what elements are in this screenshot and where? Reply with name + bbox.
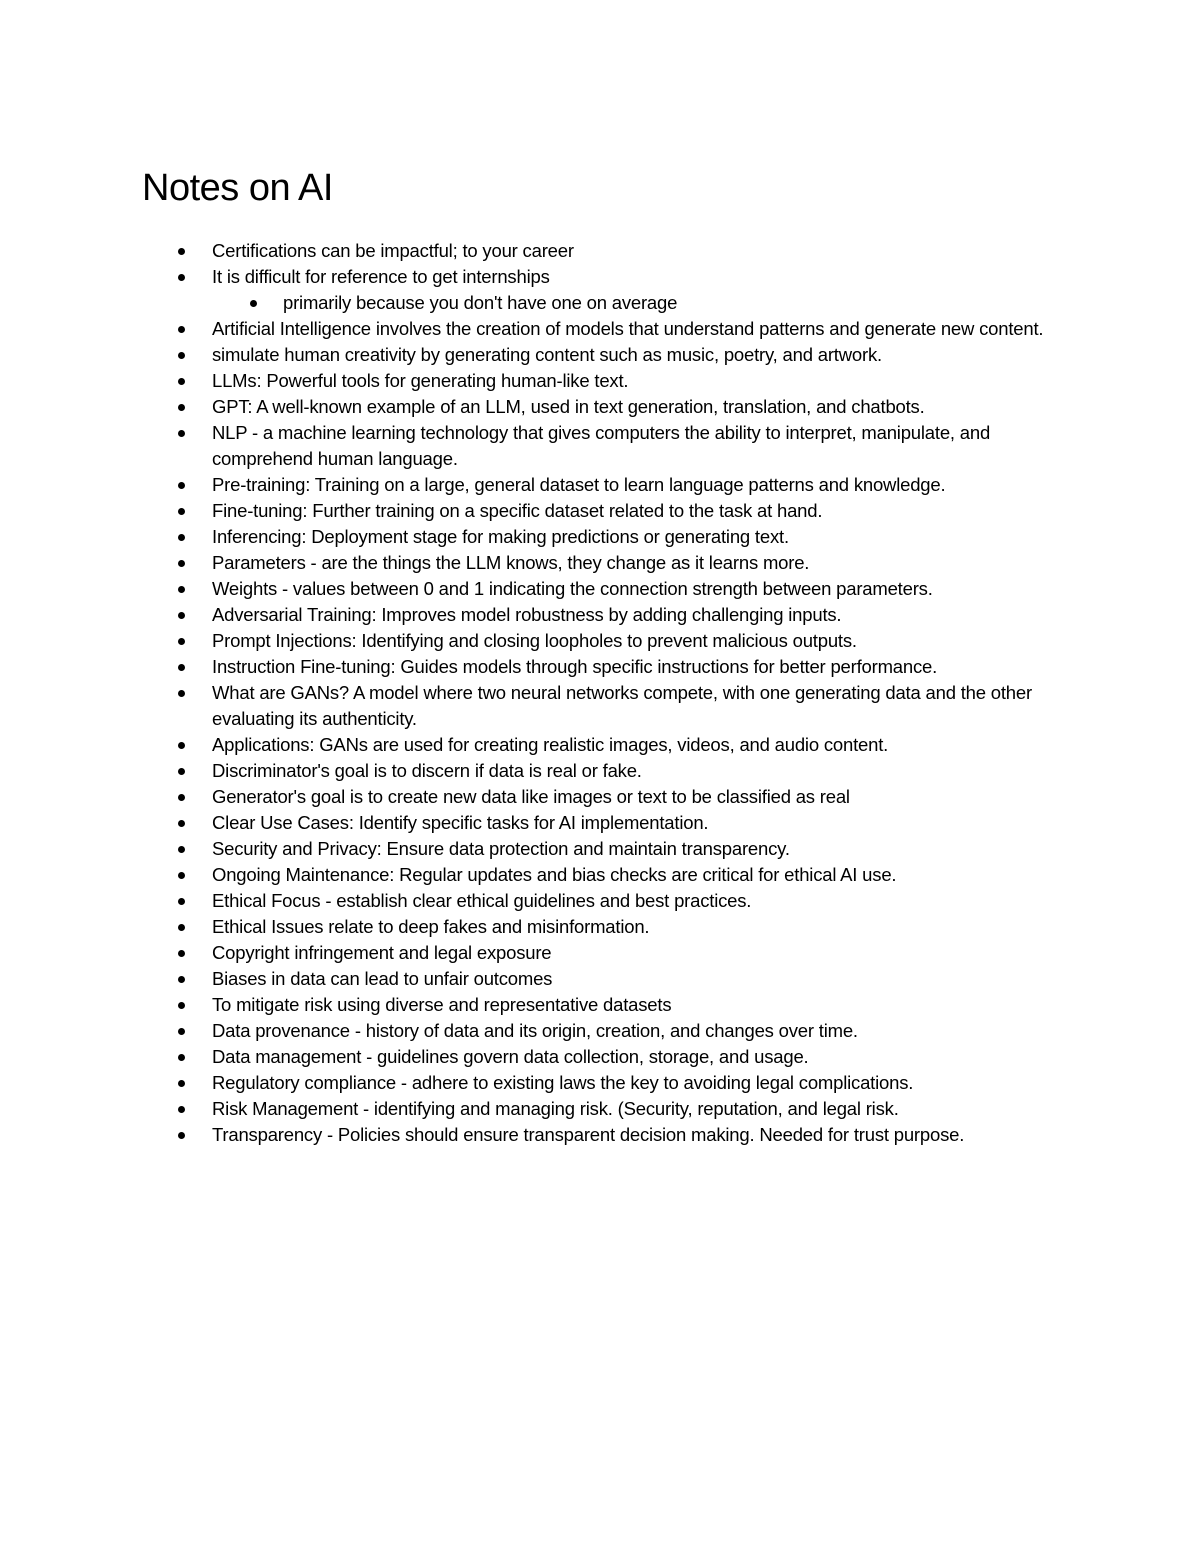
bullet-icon [178, 768, 185, 775]
list-item [0, 342, 1200, 368]
list-item [0, 1070, 1200, 1096]
list-item [0, 992, 1200, 1018]
list-item-text: What are GANs? A model where two neural networks compete, with one generating data and the other evaluating its authenticity. [212, 682, 1032, 729]
list-item [0, 420, 1200, 472]
bullet-icon [178, 274, 185, 281]
bullet-icon [178, 248, 185, 255]
list-item [0, 914, 1200, 940]
bullet-icon [178, 482, 185, 489]
list-item-text: Applications: GANs are used for creating realistic images, videos, and audio content. [212, 734, 889, 755]
list-item [0, 394, 1200, 420]
bullet-icon [178, 1106, 185, 1113]
list-item-text: NLP - a machine learning technology that gives computers the ability to interpret, manipulate, and comprehend human language. [212, 422, 991, 469]
bullet-icon [178, 612, 185, 619]
bullet-icon [178, 352, 185, 359]
list-item [0, 576, 1200, 602]
bullet-icon [178, 560, 185, 567]
bullet-icon [178, 326, 185, 333]
list-item [0, 940, 1200, 966]
list-item [0, 316, 1200, 342]
list-item [0, 966, 1200, 992]
list-item [0, 836, 1200, 862]
bullet-icon [178, 950, 185, 957]
bullet-icon [178, 1054, 185, 1061]
list-item [0, 810, 1200, 836]
list-item-text: Ethical Focus - establish clear ethical guidelines and best practices. [212, 890, 752, 911]
list-item-text: Parameters - are the things the LLM knows, they change as it learns more. [212, 552, 810, 573]
list-item-text: Clear Use Cases: Identify specific tasks for AI implementation. [212, 812, 709, 833]
list-item [0, 628, 1200, 654]
list-item-text: It is difficult for reference to get internships [212, 266, 550, 287]
list-item [0, 1044, 1200, 1070]
sub-list-item [0, 290, 1200, 316]
list-item-text: Copyright infringement and legal exposure [212, 942, 552, 963]
list-item [0, 1096, 1200, 1122]
bullet-icon [178, 1080, 185, 1087]
list-item-text: Artificial Intelligence involves the creation of models that understand patterns and generate new content. [212, 318, 1044, 339]
bullet-icon [178, 1028, 185, 1035]
list-item-text: Inferencing: Deployment stage for making predictions or generating text. [212, 526, 789, 547]
bullet-icon [178, 690, 185, 697]
bullet-icon [178, 820, 185, 827]
list-item [0, 498, 1200, 524]
list-item [0, 888, 1200, 914]
list-item-text: Fine-tuning: Further training on a specific dataset related to the task at hand. [212, 500, 823, 521]
bullet-icon [178, 638, 185, 645]
list-item-text: Ongoing Maintenance: Regular updates and bias checks are critical for ethical AI use. [212, 864, 897, 885]
bullet-icon [178, 898, 185, 905]
bullet-icon [178, 1002, 185, 1009]
bullet-icon [178, 742, 185, 749]
list-item-text: Certifications can be impactful; to your career [212, 240, 574, 261]
list-item [0, 472, 1200, 498]
bullet-icon [178, 508, 185, 515]
notes-list [0, 238, 1200, 1148]
list-item [0, 654, 1200, 680]
list-item-text: Regulatory compliance - adhere to existing laws the key to avoiding legal complications. [212, 1072, 914, 1093]
list-item-text: Security and Privacy: Ensure data protection and maintain transparency. [212, 838, 790, 859]
bullet-icon [178, 430, 185, 437]
bullet-icon [178, 664, 185, 671]
bullet-icon [178, 586, 185, 593]
list-item-text: Pre-training: Training on a large, general dataset to learn language patterns and knowledge. [212, 474, 946, 495]
list-item [0, 758, 1200, 784]
bullet-icon [178, 1132, 185, 1139]
bullet-icon [178, 924, 185, 931]
bullet-icon [250, 300, 257, 307]
list-item-text: Ethical Issues relate to deep fakes and misinformation. [212, 916, 650, 937]
bullet-icon [178, 794, 185, 801]
list-item-text: To mitigate risk using diverse and representative datasets [212, 994, 672, 1015]
list-item-text: Generator's goal is to create new data like images or text to be classified as real [212, 786, 850, 807]
bullet-icon [178, 846, 185, 853]
bullet-icon [178, 976, 185, 983]
bullet-icon [178, 534, 185, 541]
list-item-text: Transparency - Policies should ensure transparent decision making. Needed for trust purpose. [212, 1124, 965, 1145]
list-item [0, 680, 1200, 732]
list-item-text: Data management - guidelines govern data collection, storage, and usage. [212, 1046, 809, 1067]
list-item-text: Biases in data can lead to unfair outcomes [212, 968, 553, 989]
page-title: Notes on AI [142, 167, 333, 209]
list-item-text: GPT: A well-known example of an LLM, used in text generation, translation, and chatbots. [212, 396, 925, 417]
list-item [0, 784, 1200, 810]
list-item-text: Instruction Fine-tuning: Guides models through specific instructions for better performance. [212, 656, 938, 677]
list-item-text: Discriminator's goal is to discern if data is real or fake. [212, 760, 642, 781]
list-item [0, 550, 1200, 576]
list-item [0, 264, 1200, 290]
list-item-text: Risk Management - identifying and managing risk. (Security, reputation, and legal risk. [212, 1098, 899, 1119]
list-item [0, 732, 1200, 758]
list-item-text: LLMs: Powerful tools for generating human-like text. [212, 370, 629, 391]
bullet-icon [178, 872, 185, 879]
list-item-text: primarily because you don't have one on average [283, 292, 678, 313]
list-item [0, 238, 1200, 264]
list-item-text: simulate human creativity by generating content such as music, poetry, and artwork. [212, 344, 882, 365]
list-item-text: Weights - values between 0 and 1 indicating the connection strength between parameters. [212, 578, 933, 599]
list-item [0, 1018, 1200, 1044]
bullet-icon [178, 404, 185, 411]
list-item [0, 602, 1200, 628]
list-item [0, 1122, 1200, 1148]
list-item [0, 524, 1200, 550]
list-item [0, 862, 1200, 888]
list-item [0, 368, 1200, 394]
list-item-text: Adversarial Training: Improves model robustness by adding challenging inputs. [212, 604, 842, 625]
list-item-text: Data provenance - history of data and its origin, creation, and changes over time. [212, 1020, 858, 1041]
bullet-icon [178, 378, 185, 385]
list-item-text: Prompt Injections: Identifying and closing loopholes to prevent malicious outputs. [212, 630, 857, 651]
